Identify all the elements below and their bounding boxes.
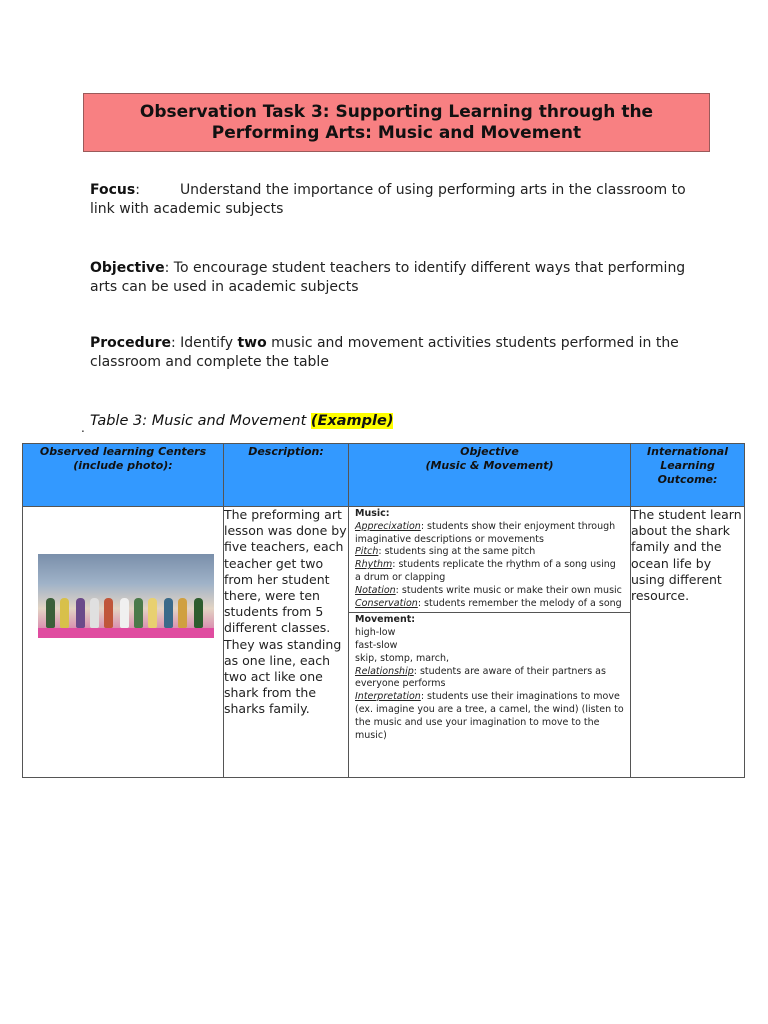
header-objective: Objective (Music & Movement) bbox=[349, 444, 631, 507]
class-photo bbox=[38, 554, 214, 638]
table-row bbox=[23, 507, 745, 778]
procedure-text-pre: : Identify bbox=[170, 335, 238, 351]
list-item: fast-slow bbox=[355, 639, 398, 651]
movement-block bbox=[349, 612, 630, 744]
focus-label: Focus bbox=[90, 182, 136, 198]
music-heading: Music: bbox=[355, 508, 390, 519]
observation-table bbox=[22, 443, 745, 778]
photo-cell bbox=[23, 507, 224, 778]
focus-separator: : bbox=[135, 182, 140, 198]
list-item: Relationship: students are aware of their partners as everyone performs bbox=[355, 665, 606, 690]
procedure-label: Procedure bbox=[90, 335, 171, 351]
outcome-cell: The student learn about the shark family and the ocean life by using different resource. bbox=[631, 507, 745, 778]
objective-label: Objective bbox=[90, 260, 165, 276]
title-line-1: Observation Task 3: Supporting Learning through the bbox=[139, 101, 654, 122]
objective-cell bbox=[349, 507, 631, 778]
focus-text: Understand the importance of using performing arts in the classroom to link with academic subjects bbox=[90, 182, 686, 217]
title-line-2: Performing Arts: Music and Movement bbox=[211, 122, 582, 143]
bullet-dot: . bbox=[81, 421, 85, 435]
list-item: skip, stomp, march, bbox=[355, 652, 450, 664]
table-header-row bbox=[23, 444, 745, 507]
list-item: Pitch: students sing at the same pitch bbox=[355, 546, 536, 558]
table-caption bbox=[90, 413, 393, 429]
procedure-emphasis: two bbox=[237, 335, 267, 351]
document-title bbox=[83, 93, 710, 152]
header-description: Description: bbox=[224, 444, 349, 507]
music-block bbox=[349, 507, 630, 612]
objective-text: : To encourage student teachers to identify different ways that performing arts can be used in academic subjects bbox=[90, 260, 686, 295]
list-item: high-low bbox=[355, 627, 396, 639]
caption-highlight: (Example) bbox=[310, 413, 394, 429]
focus-paragraph bbox=[90, 181, 690, 219]
objective-paragraph bbox=[90, 259, 690, 297]
list-item: Notation: students write music or make their own music bbox=[355, 584, 622, 596]
procedure-text-post: music and movement activities students performed in the classroom and complete the table bbox=[90, 335, 679, 370]
header-learning-centers: Observed learning Centers (include photo): bbox=[23, 444, 224, 507]
list-item: Apprecixation: students show their enjoyment through imaginative descriptions or movements bbox=[355, 520, 616, 545]
header-learning-outcome: International Learning Outcome: bbox=[631, 444, 745, 507]
list-item: Conservation: students remember the melody of a song bbox=[355, 597, 622, 609]
procedure-paragraph bbox=[90, 334, 690, 372]
caption-text: Table 3: Music and Movement bbox=[90, 413, 311, 429]
movement-heading: Movement: bbox=[355, 614, 416, 626]
list-item: Rhythm: students replicate the rhythm of a song using a drum or clapping bbox=[355, 559, 616, 583]
list-item: Interpretation: students use their imaginations to move (ex. imagine you are a tree, a camel, the wind) (listen to the music and use your imagination to move to the music) bbox=[355, 691, 624, 741]
description-cell: The preforming art lesson was done by five teachers, each teacher get two from her student there, were ten students from 5 different classes. They was standing as one line, each two act like one shark from the sharks family. bbox=[224, 507, 349, 778]
